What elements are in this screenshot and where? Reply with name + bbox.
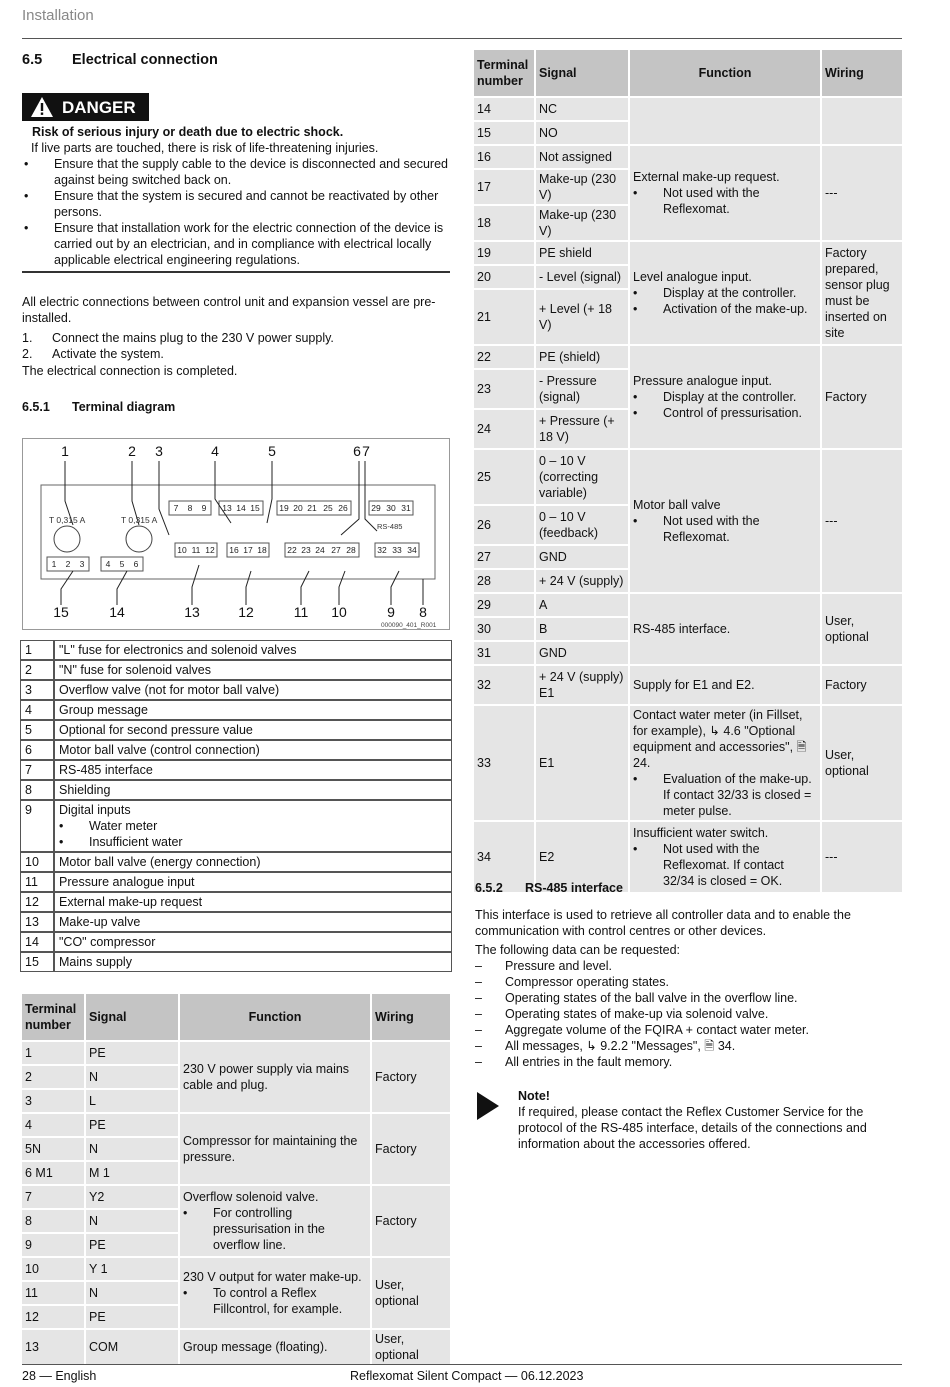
figure-id: 000090_401_R001 (381, 622, 437, 629)
terminal-label: 13 (222, 503, 232, 513)
section-heading (22, 52, 218, 68)
terminal-label: 5 (119, 559, 125, 569)
table-row: 27 GND (474, 546, 902, 568)
table-row: 14 NC (474, 98, 902, 120)
callout-label: 4 (211, 443, 219, 459)
col-header-function: Function (180, 994, 370, 1040)
result-text: The electrical connection is completed. (22, 364, 238, 378)
header-rule (22, 38, 902, 39)
terminal-table-2 (472, 48, 904, 894)
intro-text: All electric connections between control unit and expansion vessel are pre-installed. (22, 295, 436, 325)
note-box (518, 1088, 902, 1152)
table-row: 33 E1 Contact water meter (in Fillset, for example), ↳ 4.6 "Optional equipment and accessories", 🗎 24. • Evaluation of the make-up. If contact 32/33 is closed = meter pulse. User, optional (474, 706, 902, 820)
danger-rule (22, 271, 450, 273)
legend-row: 11 Pressure analogue input (20, 872, 452, 892)
terminal-label: 6 (133, 559, 139, 569)
rs485-intro: This interface is used to retrieve all controller data and to enable the communication with control centres or other devices. (475, 908, 851, 938)
document-title: Reflexomat Silent Compact — 06.12.2023 (350, 1369, 584, 1383)
danger-text (32, 124, 450, 268)
table-row: 5N N (22, 1138, 450, 1160)
table-row: 25 0 – 10 V (correcting variable) Motor ball valve • Not used with the Reflexomat. --- (474, 450, 902, 504)
terminal-label: 32 (377, 545, 387, 555)
legend-row: 14 "CO" compressor (20, 932, 452, 952)
note-arrow-icon (477, 1092, 499, 1120)
legend-row: 8 Shielding (20, 780, 452, 800)
legend-row: 12 External make-up request (20, 892, 452, 912)
callout-label: 12 (238, 604, 254, 620)
legend-row: 7 RS-485 interface (20, 760, 452, 780)
terminal-label: 20 (293, 503, 303, 513)
terminal-label: 25 (323, 503, 333, 513)
list-item: – Operating states of the ball valve in the overflow line. (475, 990, 902, 1006)
running-header: Installation (22, 7, 94, 24)
terminal-label: 14 (236, 503, 246, 513)
terminal-label: 27 (331, 545, 341, 555)
table-row: 28 + 24 V (supply) (474, 570, 902, 592)
callout-label: 7 (362, 443, 370, 459)
legend-row: 3 Overflow valve (not for motor ball valve) (20, 680, 452, 700)
callout-label: 2 (128, 443, 136, 459)
terminal-label: 3 (79, 559, 85, 569)
danger-bullet: • Ensure that the system is secured and cannot be reactivated by other persons. (24, 188, 450, 220)
list-item: – Operating states of make-up via solenoid valve. (475, 1006, 902, 1022)
terminal-label: 17 (243, 545, 253, 555)
terminal-label: 1 (51, 559, 57, 569)
callout-label: 9 (387, 604, 395, 620)
table-row: 22 PE (shield) Pressure analogue input. • Display at the controller. • Control of pressurisation. Factory (474, 346, 902, 368)
table-row: 19 PE shield Level analogue input. • Display at the controller. • Activation of the make-up. Factory prepared, sensor plug must be inserted on site (474, 242, 902, 264)
callout-label: 5 (268, 443, 276, 459)
table-row: 11 N (22, 1282, 450, 1304)
table-row: 10 Y 1 230 V output for water make-up. • To control a Reflex Fillcontrol, for example. User, optional (22, 1258, 450, 1280)
step-item: 1. Connect the mains plug to the 230 V power supply. (22, 331, 334, 345)
terminal-label: 34 (407, 545, 417, 555)
callout-label: 8 (419, 604, 427, 620)
section-title: Electrical connection (72, 52, 218, 68)
terminal-label: 24 (315, 545, 325, 555)
col-header-signal: Signal (86, 994, 178, 1040)
fuse-label: T 0,315 A (49, 515, 86, 525)
table-row: 2 N (22, 1066, 450, 1088)
danger-intro: If live parts are touched, there is risk of life-threatening injuries. (31, 141, 379, 155)
table-row: 9 PE (22, 1234, 450, 1256)
terminal-label: 16 (229, 545, 239, 555)
terminal-label: 30 (386, 503, 396, 513)
callout-label: 3 (155, 443, 163, 459)
footer-rule (22, 1364, 902, 1365)
rs485-body (475, 907, 902, 1070)
table-row: 31 GND (474, 642, 902, 664)
table-row: 24 + Pressure (+ 18 V) (474, 410, 902, 448)
terminal-table-1 (20, 992, 452, 1366)
terminal-label: 10 (177, 545, 187, 555)
legend-row: 5 Optional for second pressure value (20, 720, 452, 740)
terminal-label: 7 (173, 503, 179, 513)
list-item: – Pressure and level. (475, 958, 902, 974)
warning-triangle-icon (30, 96, 54, 127)
callout-label: 1 (61, 443, 69, 459)
table-row: 23 - Pressure (signal) (474, 370, 902, 408)
callout-label: 10 (331, 604, 347, 620)
terminal-label: 2 (65, 559, 71, 569)
callout-label: 6 (353, 443, 361, 459)
table-row: 8 N (22, 1210, 450, 1232)
danger-label: DANGER (62, 98, 136, 117)
terminal-label: 4 (105, 559, 111, 569)
table-row: 4 PE Compressor for maintaining the pressure. Factory (22, 1114, 450, 1136)
col-header-terminal: Terminal number (22, 994, 84, 1040)
list-item: – Aggregate volume of the FQIRA + contact water meter. (475, 1022, 902, 1038)
terminal-label: 8 (187, 503, 193, 513)
section-number: 6.5 (22, 52, 43, 68)
callout-label: 11 (293, 604, 309, 620)
terminal-label: 12 (205, 545, 215, 555)
note-text: If required, please contact the Reflex Customer Service for the protocol of the RS-485 interface, details of the connections and information about the accessories offered. (518, 1105, 867, 1151)
terminal-diagram (22, 438, 450, 630)
table-row: 30 B (474, 618, 902, 640)
subsection-heading: 6.5.1 Terminal diagram (22, 400, 176, 414)
legend-row: 1 "L" fuse for electronics and solenoid valves (20, 640, 452, 660)
legend-row: 4 Group message (20, 700, 452, 720)
danger-badge (22, 93, 149, 121)
callout-label: 14 (109, 604, 125, 620)
terminal-label: 33 (392, 545, 402, 555)
table-row: 1 PE 230 V power supply via mains cable and plug. Factory (22, 1042, 450, 1064)
callout-label: 13 (184, 604, 200, 620)
list-item: – All entries in the fault memory. (475, 1054, 902, 1070)
terminal-label: 28 (346, 545, 356, 555)
note-title: Note! (518, 1089, 550, 1103)
fuse-label: T 0,315 A (121, 515, 158, 525)
col-header-wiring: Wiring (372, 994, 450, 1040)
table-row: 7 Y2 Overflow solenoid valve. • For controlling pressurisation in the overflow line. Factory (22, 1186, 450, 1208)
legend-row: 10 Motor ball valve (energy connection) (20, 852, 452, 872)
terminal-label: 19 (279, 503, 289, 513)
terminal-label: 9 (201, 503, 207, 513)
danger-title: Risk of serious injury or death due to electric shock. (32, 125, 344, 139)
terminal-label: 29 (371, 503, 381, 513)
table-row: 34 E2 Insufficient water switch. • Not used with the Reflexomat. If contact 32/34 is closed = OK. --- (474, 822, 902, 892)
page-number: 28 — English (22, 1369, 97, 1383)
list-item: – All messages, ↳ 9.2.2 "Messages", 🗎 34. (475, 1038, 902, 1054)
danger-bullet: • Ensure that the supply cable to the device is disconnected and secured against being switched back on. (24, 156, 450, 188)
terminal-label: 21 (307, 503, 317, 513)
legend-row: 13 Make-up valve (20, 912, 452, 932)
col-header-function: Function (630, 50, 820, 96)
callout-label: 15 (53, 604, 69, 620)
table-row: 21 + Level (+ 18 V) (474, 290, 902, 344)
rs485-label: RS-485 (377, 522, 403, 531)
col-header-wiring: Wiring (822, 50, 902, 96)
table-row: 15 NO (474, 122, 902, 144)
table-row: 17 Make-up (230 V) (474, 170, 902, 204)
step-item: 2. Activate the system. (22, 347, 164, 361)
table-row: 20 - Level (signal) (474, 266, 902, 288)
col-header-signal: Signal (536, 50, 628, 96)
terminal-label: 22 (287, 545, 297, 555)
legend-table (20, 640, 452, 972)
col-header-terminal: Terminal number (474, 50, 534, 96)
legend-row: 9 Digital inputs • Water meter • Insufficient water (20, 800, 452, 852)
table-row: 12 PE (22, 1306, 450, 1328)
table-row: 16 Not assigned External make-up request. • Not used with the Reflexomat. --- (474, 146, 902, 168)
terminal-label: 31 (401, 503, 411, 513)
terminal-label: 15 (250, 503, 260, 513)
legend-row: 15 Mains supply (20, 952, 452, 972)
table-row: 26 0 – 10 V (feedback) (474, 506, 902, 544)
list-item: – Compressor operating states. (475, 974, 902, 990)
terminal-label: 26 (338, 503, 348, 513)
rs485-lead: The following data can be requested: (475, 943, 680, 957)
legend-row: 6 Motor ball valve (control connection) (20, 740, 452, 760)
terminal-label: 23 (301, 545, 311, 555)
danger-bullet: • Ensure that installation work for the electric connection of the device is carried out by an electrician, and in compliance with electrical locally applicable electrical engineering regulations. (24, 220, 450, 268)
table-row: 13 COM Group message (floating). User, optional (22, 1330, 450, 1364)
terminal-label: 18 (257, 545, 267, 555)
table-row: 3 L (22, 1090, 450, 1112)
steps-list (22, 330, 450, 362)
subsection-heading: 6.5.2 RS-485 interface (475, 881, 623, 895)
terminal-label: 11 (191, 545, 201, 555)
table-row: 6 M1 M 1 (22, 1162, 450, 1184)
legend-row: 2 "N" fuse for solenoid valves (20, 660, 452, 680)
table-row: 18 Make-up (230 V) (474, 206, 902, 240)
table-row: 29 A RS-485 interface. User, optional (474, 594, 902, 616)
table-row: 32 + 24 V (supply) E1 Supply for E1 and E2. Factory (474, 666, 902, 704)
